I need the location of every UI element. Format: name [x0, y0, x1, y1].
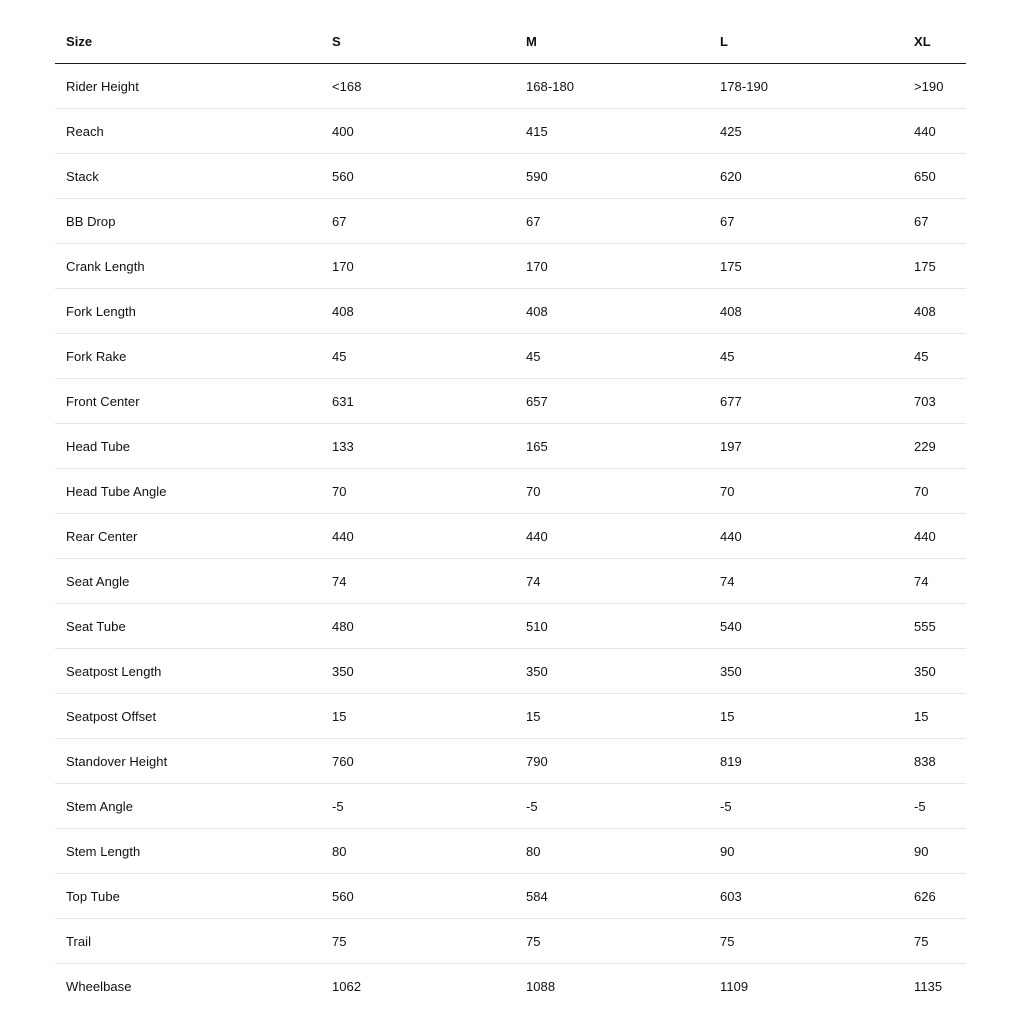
cell-size-m: 170 — [515, 244, 709, 289]
cell-size-l: 175 — [709, 244, 903, 289]
cell-size-l: 819 — [709, 739, 903, 784]
cell-size-m: 790 — [515, 739, 709, 784]
cell-size-m: 590 — [515, 154, 709, 199]
table-row — [55, 919, 966, 964]
row-label: Stack — [55, 154, 321, 199]
table-row — [55, 829, 966, 874]
cell-size-l: -5 — [709, 784, 903, 829]
row-label: Crank Length — [55, 244, 321, 289]
cell-size-xl: 555 — [903, 604, 966, 649]
column-header-xl: XL — [903, 19, 966, 64]
row-label: Stem Length — [55, 829, 321, 874]
row-label: Stem Angle — [55, 784, 321, 829]
table-row — [55, 64, 966, 109]
cell-size-l: 90 — [709, 829, 903, 874]
cell-size-l: 178-190 — [709, 64, 903, 109]
cell-size-xl: 703 — [903, 379, 966, 424]
cell-size-xl: 350 — [903, 649, 966, 694]
table-row — [55, 694, 966, 739]
table-header — [55, 19, 966, 64]
cell-size-s: 80 — [321, 829, 515, 874]
cell-size-m: 45 — [515, 334, 709, 379]
cell-size-xl: 229 — [903, 424, 966, 469]
cell-size-xl: 175 — [903, 244, 966, 289]
cell-size-xl: 626 — [903, 874, 966, 919]
header-row — [55, 19, 966, 64]
cell-size-m: 408 — [515, 289, 709, 334]
row-label: Seat Angle — [55, 559, 321, 604]
cell-size-xl: 90 — [903, 829, 966, 874]
cell-size-l: 67 — [709, 199, 903, 244]
cell-size-xl: 74 — [903, 559, 966, 604]
row-label: Wheelbase — [66, 978, 132, 994]
cell-size-m: 440 — [515, 514, 709, 559]
table-row — [55, 874, 966, 919]
cell-size-s: 70 — [321, 469, 515, 514]
row-label: Reach — [55, 109, 321, 154]
cell-size-m: 70 — [515, 469, 709, 514]
column-header-l: L — [709, 19, 903, 64]
cell-size-l: 197 — [709, 424, 903, 469]
cell-size-s: 67 — [321, 199, 515, 244]
cell-size-xl: 70 — [903, 469, 966, 514]
cell-size-s: 15 — [321, 694, 515, 739]
cell-size-m: 168-180 — [515, 64, 709, 109]
row-label: BB Drop — [55, 199, 321, 244]
row-label: Trail — [55, 919, 321, 964]
cell-size-l: 440 — [709, 514, 903, 559]
cell-size-xl: 440 — [903, 514, 966, 559]
cell-size-l: 350 — [709, 649, 903, 694]
cell-size-m: 15 — [515, 694, 709, 739]
cell-size-m: 584 — [515, 874, 709, 919]
table-row — [55, 334, 966, 379]
table-row — [55, 739, 966, 784]
cell-size-xl: 408 — [903, 289, 966, 334]
cell-size-s: -5 — [321, 784, 515, 829]
cell-size-m: 1088 — [526, 978, 556, 994]
table-row — [55, 244, 966, 289]
cell-size-s: 480 — [321, 604, 515, 649]
table-row — [55, 649, 966, 694]
cell-size-m: 657 — [515, 379, 709, 424]
cell-size-xl: 67 — [903, 199, 966, 244]
row-label: Head Tube — [55, 424, 321, 469]
cell-size-xl: >190 — [903, 64, 966, 109]
cell-size-s: 1062 — [332, 978, 362, 994]
cell-size-s: 45 — [321, 334, 515, 379]
cell-size-l: 15 — [709, 694, 903, 739]
row-label: Rear Center — [55, 514, 321, 559]
table-row — [55, 604, 966, 649]
cell-size-xl: 650 — [903, 154, 966, 199]
cell-size-m: 415 — [515, 109, 709, 154]
column-header-size: Size — [55, 19, 321, 64]
row-label: Rider Height — [55, 64, 321, 109]
cell-size-s: 133 — [321, 424, 515, 469]
cell-size-l: 540 — [709, 604, 903, 649]
cell-size-l: 408 — [709, 289, 903, 334]
table-row — [55, 784, 966, 829]
cell-size-l: 1109 — [720, 978, 749, 994]
cell-size-s: 400 — [321, 109, 515, 154]
cell-size-m: 74 — [515, 559, 709, 604]
cell-size-m: 350 — [515, 649, 709, 694]
column-header-s: S — [321, 19, 515, 64]
cell-size-l: 677 — [709, 379, 903, 424]
row-label: Seat Tube — [55, 604, 321, 649]
cell-size-xl: 15 — [903, 694, 966, 739]
cell-size-m: 165 — [515, 424, 709, 469]
row-label: Front Center — [55, 379, 321, 424]
cell-size-xl: 45 — [903, 334, 966, 379]
cell-size-xl: 838 — [903, 739, 966, 784]
cell-size-xl: 75 — [903, 919, 966, 964]
table-row — [55, 109, 966, 154]
row-label: Fork Length — [55, 289, 321, 334]
cell-size-m: 75 — [515, 919, 709, 964]
table-row — [55, 559, 966, 604]
table-row — [55, 154, 966, 199]
cell-size-s: 350 — [321, 649, 515, 694]
geometry-table — [55, 19, 966, 1008]
cell-size-s: 760 — [321, 739, 515, 784]
table-body — [55, 64, 966, 1009]
cell-size-s: 170 — [321, 244, 515, 289]
cell-size-l: 603 — [709, 874, 903, 919]
cell-size-s: <168 — [321, 64, 515, 109]
table-row — [55, 514, 966, 559]
cell-size-s: 631 — [321, 379, 515, 424]
cell-size-m: 80 — [515, 829, 709, 874]
cell-size-s: 74 — [321, 559, 515, 604]
cell-size-l: 620 — [709, 154, 903, 199]
table-row — [55, 469, 966, 514]
cell-size-l: 45 — [709, 334, 903, 379]
table-row — [55, 424, 966, 469]
cell-size-m: -5 — [515, 784, 709, 829]
table-row — [55, 964, 966, 1009]
cell-size-l: 70 — [709, 469, 903, 514]
cell-size-s: 75 — [321, 919, 515, 964]
row-label: Head Tube Angle — [55, 469, 321, 514]
table-row — [55, 379, 966, 424]
cell-size-s: 440 — [321, 514, 515, 559]
cell-size-l: 75 — [709, 919, 903, 964]
row-label: Standover Height — [55, 739, 321, 784]
cell-size-l: 425 — [709, 109, 903, 154]
cell-size-m: 510 — [515, 604, 709, 649]
row-label: Seatpost Offset — [55, 694, 321, 739]
cell-size-xl: -5 — [903, 784, 966, 829]
row-label: Seatpost Length — [55, 649, 321, 694]
cell-size-s: 408 — [321, 289, 515, 334]
table-row — [55, 199, 966, 244]
cell-size-l: 74 — [709, 559, 903, 604]
table-row — [55, 289, 966, 334]
column-header-m: M — [515, 19, 709, 64]
row-label: Top Tube — [55, 874, 321, 919]
cell-size-m: 67 — [515, 199, 709, 244]
row-label: Fork Rake — [55, 334, 321, 379]
cell-size-s: 560 — [321, 874, 515, 919]
cell-size-s: 560 — [321, 154, 515, 199]
cell-size-xl: 440 — [903, 109, 966, 154]
cell-size-xl: 1135 — [914, 978, 943, 994]
